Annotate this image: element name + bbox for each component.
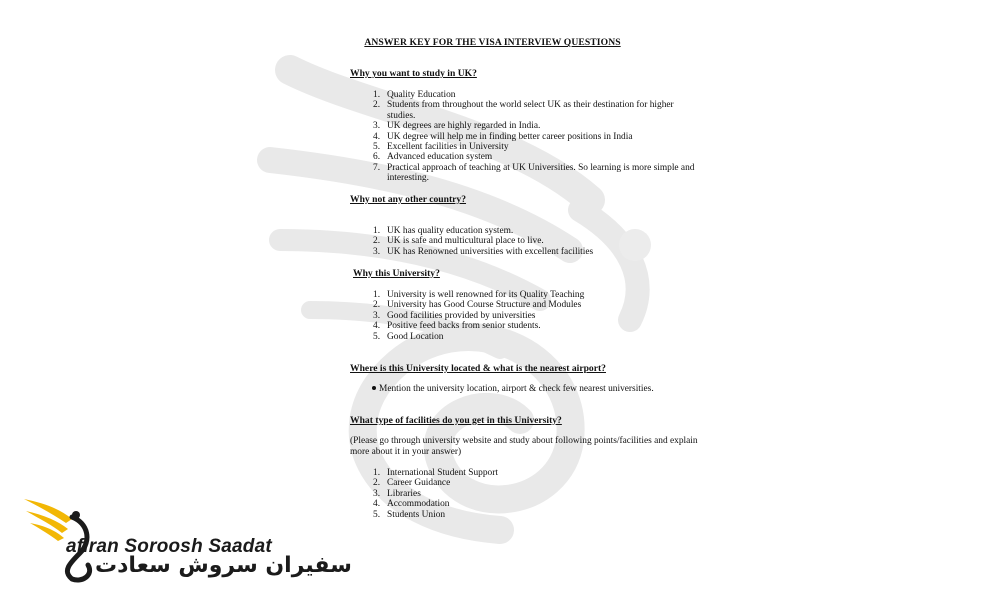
list-item: 3. UK degrees are highly regarded in India. (373, 121, 541, 132)
list-item: 4. UK degree will help me in finding better career positions in India (373, 131, 633, 142)
list-item: 3. Libraries (373, 488, 421, 499)
list-item: 5. Students Union (373, 509, 446, 520)
list-item: 4. Positive feed backs from senior students. (373, 321, 541, 332)
logo-text-fa: سفیران سروش سعادت (95, 553, 352, 578)
list-item: 2. University has Good Course Structure and Modules (373, 300, 582, 311)
bullet-item: Mention the university location, airport & check few nearest universities. (372, 384, 654, 394)
list-item: 3. UK has Renowned universities with excellent facilities (373, 246, 594, 257)
bullet-icon (372, 386, 376, 390)
list-item: 2. UK is safe and multicultural place to live. (373, 236, 544, 247)
list-facilities (373, 468, 703, 520)
list-item: 2. Students from throughout the world select UK as their destination for higher studies. (373, 100, 674, 121)
list-item: 5. Excellent facilities in University (373, 142, 509, 153)
list-item: 2. Career Guidance (373, 478, 451, 489)
facilities-note: (Please go through university website and study about following points/facilities and explain more about it in your answer) (350, 436, 698, 457)
list-why-university (373, 290, 703, 342)
list-item: 1. University is well renowned for its Quality Teaching (373, 290, 585, 300)
section-heading-why-not-other: Why not any other country? (350, 194, 467, 205)
list-item: 1. UK has quality education system. (373, 226, 514, 236)
list-item: 7. Practical approach of teaching at UK Universities. So learning is more simple and interesting. (373, 162, 695, 184)
list-item: 1. Quality Education (373, 90, 456, 100)
list-item: 1. International Student Support (373, 468, 498, 478)
list-why-not-other (373, 226, 703, 257)
section-heading-why-uk: Why you want to study in UK? (350, 68, 477, 79)
list-why-uk (373, 90, 703, 184)
section-heading-location: Where is this University located & what is the nearest airport? (350, 363, 606, 374)
list-item: 6. Advanced education system (373, 152, 493, 163)
section-heading-facilities: What type of facilities do you get in this University? (350, 415, 562, 426)
document-title: ANSWER KEY FOR THE VISA INTERVIEW QUESTIONS (364, 37, 621, 48)
list-item: 3. Good facilities provided by universities (373, 310, 536, 321)
list-item: 4. Accommodation (373, 499, 450, 510)
section-heading-why-university: Why this University? (353, 268, 440, 279)
logo-text-en: afiran Soroosh Saadat (66, 536, 272, 557)
list-item: 5. Good Location (373, 331, 444, 342)
